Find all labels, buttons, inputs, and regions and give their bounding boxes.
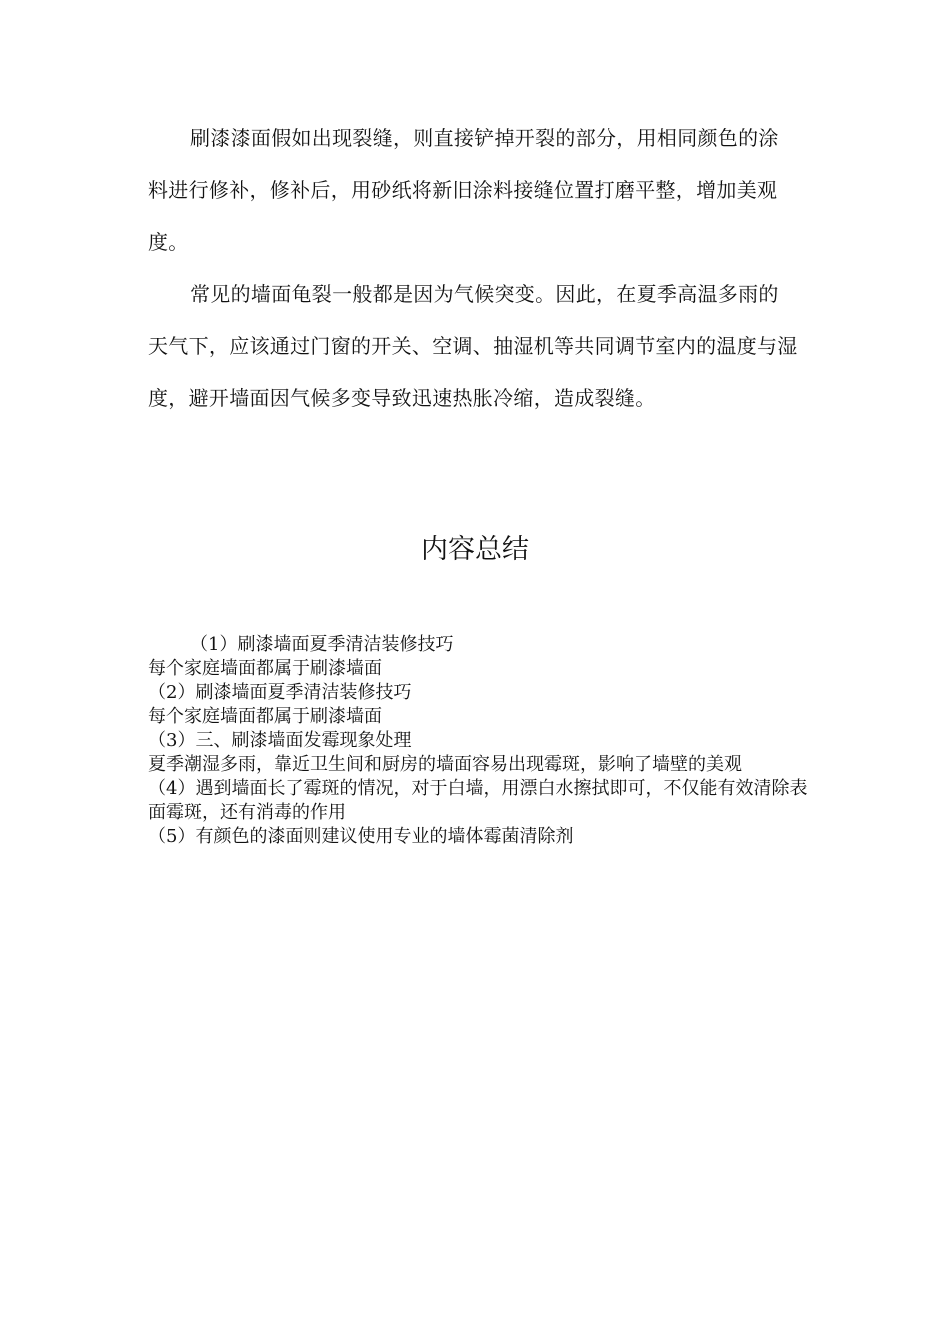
summary-line: （4）遇到墙面长了霉斑的情况，对于白墙，用漂白水擦拭即可，不仅能有效清除表面霉斑，还有消毒的作用 (148, 778, 808, 823)
summary-line: （1）刷漆墙面夏季清洁装修技巧 (190, 634, 454, 655)
summary-line: （2）刷漆墙面夏季清洁装修技巧 (148, 682, 412, 703)
summary-list (148, 633, 808, 849)
summary-line: 每个家庭墙面都属于刷漆墙面 (148, 658, 382, 679)
summary-title: 内容总结 (421, 534, 529, 565)
summary-line: 每个家庭墙面都属于刷漆墙面 (148, 706, 382, 727)
summary-line: （3）三、刷漆墙面发霉现象处理 (148, 730, 412, 751)
summary-line: （5）有颜色的漆面则建议使用专业的墙体霉菌清除剂 (148, 826, 574, 847)
summary-line: 夏季潮湿多雨，靠近卫生间和厨房的墙面容易出现霉斑，影响了墙壁的美观 (148, 754, 742, 775)
body-text-section (148, 112, 798, 424)
paragraph-crack-repair: 刷漆漆面假如出现裂缝，则直接铲掉开裂的部分，用相同颜色的涂料进行修补，修补后，用砂纸将新旧涂料接缝位置打磨平整，增加美观度。 (148, 126, 779, 254)
paragraph-climate-cracks: 常见的墙面龟裂一般都是因为气候突变。因此，在夏季高温多雨的天气下，应该通过门窗的开关、空调、抽湿机等共同调节室内的温度与湿度，避开墙面因气候多变导致迅速热胀冷缩，造成裂缝。 (148, 282, 798, 410)
